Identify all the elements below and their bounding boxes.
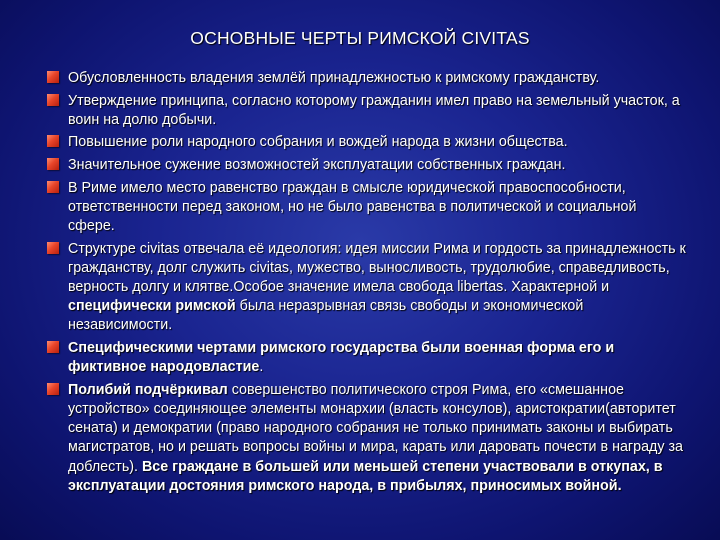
bullet-item: [47, 69, 687, 88]
bullet-list: [47, 69, 687, 499]
bullet-text-bold: Полибий подчёркивал: [68, 381, 228, 398]
bullet-text-bold: Все граждане в большей или меньшей степени участвовали в откупах, в эксплуатации достояния римского народа, в прибылях, приносимых войной.: [68, 458, 663, 494]
bullet-square-icon: [47, 71, 59, 83]
bullet-square-icon: [47, 383, 59, 395]
bullet-square-icon: [47, 181, 59, 193]
bullet-text: Обусловленность владения землёй принадлежностью к римскому гражданству.: [68, 70, 600, 86]
bullet-square-icon: [47, 158, 59, 170]
bullet-item: [47, 381, 687, 496]
bullet-item: [47, 339, 687, 377]
bullet-item: [47, 179, 687, 237]
bullet-text: Утверждение принципа, согласно которому гражданин имел право на земельный участок, а воин на долю добычи.: [68, 92, 680, 128]
bullet-text: Значительное сужение возможностей эксплуатации собственных граждан.: [68, 156, 566, 173]
bullet-item: [47, 92, 687, 130]
bullet-text: .: [259, 359, 264, 376]
bullet-text: совершенство политического строя Рима, его «смешанное устройство» соединяющее элементы монархии (власть консулов), аристократии(авторитет сената) и демократии (право народного собрания не только принимать законы и выбирать магистратов, но и решать вопросы войны и мира, карать или даровать почести в награду за доблесть).: [68, 381, 683, 475]
bullet-square-icon: [47, 94, 59, 106]
bullet-square-icon: [47, 135, 59, 147]
bullet-square-icon: [47, 242, 59, 254]
bullet-text: была неразрывная связь свободы и экономической независимости.: [68, 298, 584, 334]
bullet-text: Повышение роли народного собрания и вождей народа в жизни общества.: [68, 134, 568, 151]
bullet-item: [47, 156, 687, 175]
bullet-text-bold: Специфическими чертами римского государства были военная форма его и фиктивное народовластие: [68, 339, 615, 376]
bullet-text-bold: специфически римской: [68, 298, 236, 315]
bullet-square-icon: [47, 341, 59, 353]
bullet-text: В Риме имело место равенство граждан в смысле юридической правоспособности, ответственности перед законом, но не было равенства в политической и социальной сфере.: [68, 179, 637, 234]
slide-title: ОСНОВНЫЕ ЧЕРТЫ РИМСКОЙ CIVITAS: [190, 28, 530, 48]
bullet-item: [47, 133, 687, 152]
bullet-text: Структуре civitas отвечала её идеология: идея миссии Рима и гордость за принадлежность к гражданству, долг служить civitas, мужество, выносливость, трудолюбие, справедливость, верность долгу и клятве.Особое значение имела свобода libertas. Характерной и: [68, 240, 686, 295]
bullet-item: [47, 240, 687, 336]
